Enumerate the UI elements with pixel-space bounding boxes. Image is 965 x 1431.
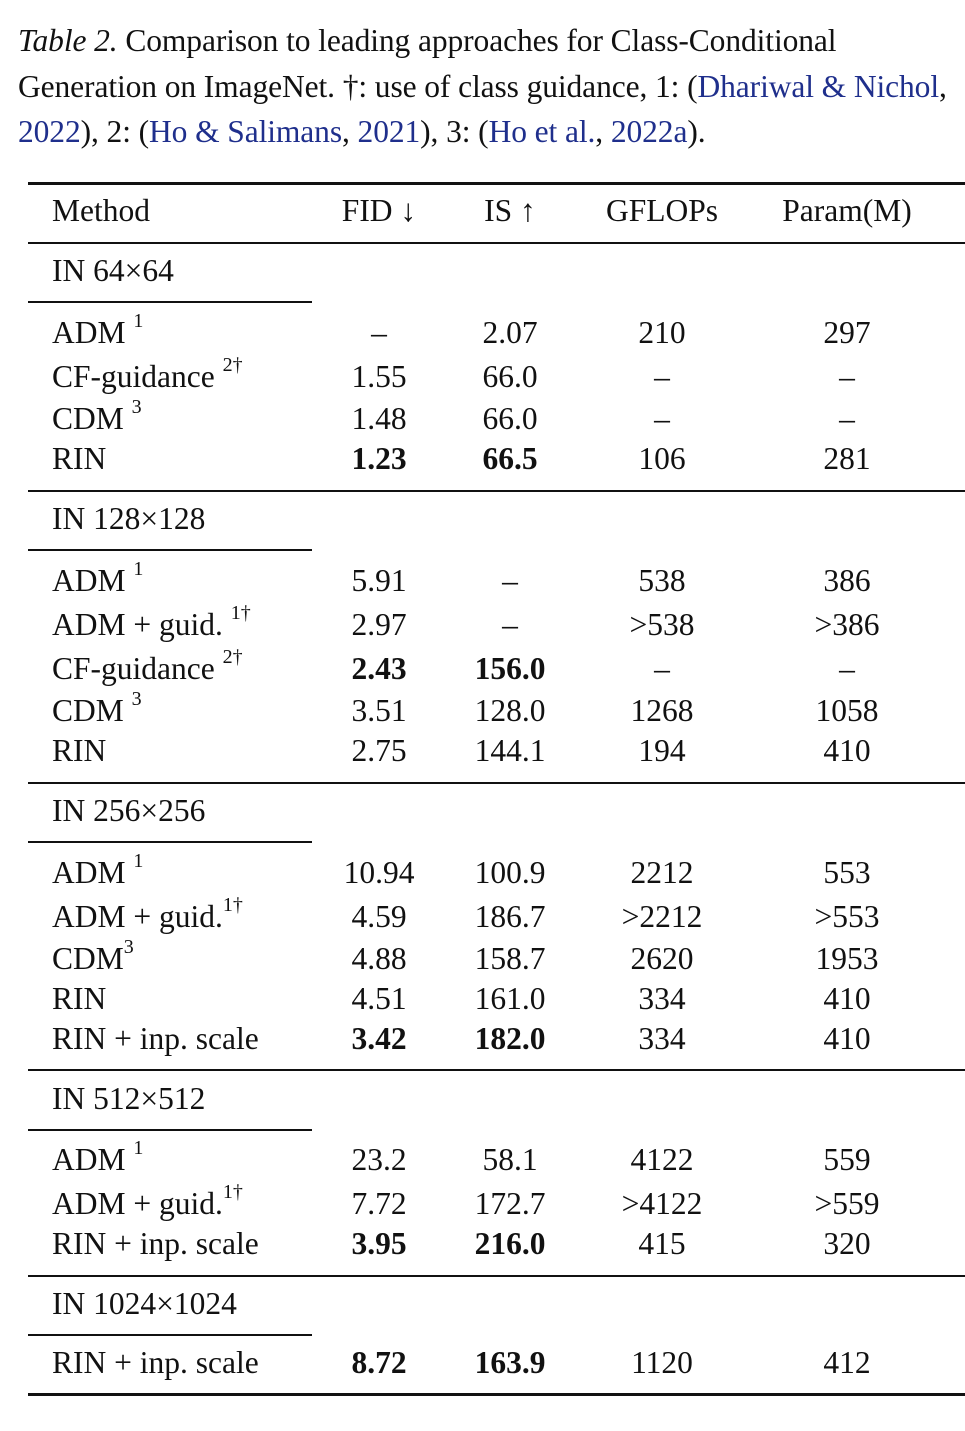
cell-fid-best: 3.42 <box>351 1021 407 1056</box>
cell-gflops: – <box>654 401 670 436</box>
column-header-method: Method <box>52 193 150 228</box>
column-header-gflops: GFLOPs <box>605 193 719 228</box>
cell-fid-best: 8.72 <box>351 1345 407 1380</box>
section-divider <box>28 782 965 784</box>
cell-gflops: 106 <box>638 441 686 476</box>
cell-is-best: 66.5 <box>482 441 538 476</box>
cell-fid: 3.51 <box>351 693 407 728</box>
citation-year-ho-salimans[interactable]: 2021 <box>357 114 421 149</box>
caption-text: ). <box>687 114 706 149</box>
cell-is-best: 156.0 <box>474 651 546 686</box>
table-row-method: RIN + inp. scale <box>52 1021 259 1056</box>
caption-sep: , <box>341 114 358 149</box>
table-caption <box>18 18 958 155</box>
cell-gflops: 2212 <box>630 855 694 890</box>
cell-gflops: 538 <box>638 563 686 598</box>
cell-is: 128.0 <box>474 693 546 728</box>
citation-year-ho-et-al[interactable]: 2022a <box>610 114 688 149</box>
cell-param: 320 <box>823 1226 871 1261</box>
section-title: IN 256×256 <box>52 793 206 828</box>
cell-gflops: 334 <box>638 981 686 1016</box>
cell-gflops: 1268 <box>630 693 694 728</box>
cell-gflops: >4122 <box>621 1186 703 1221</box>
section-rule <box>28 301 312 303</box>
caption-sep: , <box>595 114 611 149</box>
cell-fid: – <box>371 315 387 350</box>
section-rule <box>28 549 312 551</box>
section-title: IN 128×128 <box>52 501 206 536</box>
table-row-method: RIN <box>52 981 107 1016</box>
cell-is: 158.7 <box>474 941 546 976</box>
cell-param: 410 <box>823 981 871 1016</box>
cell-fid: 10.94 <box>343 855 415 890</box>
cell-is: 58.1 <box>482 1142 538 1177</box>
section-title: IN 1024×1024 <box>52 1286 237 1321</box>
table-top-rule <box>28 182 965 185</box>
table-bottom-rule <box>28 1393 965 1396</box>
section-rule <box>28 841 312 843</box>
cell-fid: 23.2 <box>351 1142 407 1177</box>
cell-gflops: – <box>654 651 670 686</box>
cell-fid: 4.88 <box>351 941 407 976</box>
cell-param: 412 <box>823 1345 871 1380</box>
cell-is-best: 216.0 <box>474 1226 546 1261</box>
cell-param: 1058 <box>815 693 879 728</box>
cell-param: – <box>839 359 855 394</box>
table-row-method: RIN + inp. scale <box>52 1345 259 1380</box>
cell-is-best: 182.0 <box>474 1021 546 1056</box>
column-header-is: IS ↑ <box>484 193 536 228</box>
caption-text: ), 3: ( <box>420 114 489 149</box>
section-divider <box>28 1275 965 1277</box>
caption-text: Comparison to leading approaches for Class-Conditional Generation on ImageNet. †: use of class guidance, 1: ( <box>18 23 837 104</box>
cell-gflops: 415 <box>638 1226 686 1261</box>
table-row-method: RIN <box>52 733 107 768</box>
cell-fid: 5.91 <box>351 563 407 598</box>
column-header-fid: FID ↓ <box>341 193 417 228</box>
cell-is: – <box>502 563 518 598</box>
cell-fid: 2.75 <box>351 733 407 768</box>
header-rule <box>28 242 965 244</box>
section-rule <box>28 1334 312 1336</box>
cell-is: 66.0 <box>482 401 538 436</box>
cell-fid: 2.97 <box>351 607 407 642</box>
cell-is: 144.1 <box>474 733 546 768</box>
cell-fid-best: 2.43 <box>351 651 407 686</box>
cell-param: 410 <box>823 733 871 768</box>
section-rule <box>28 1129 312 1131</box>
cell-fid: 1.48 <box>351 401 407 436</box>
cell-param: >386 <box>814 607 880 642</box>
cell-is: 66.0 <box>482 359 538 394</box>
cell-param: 386 <box>823 563 871 598</box>
citation-link-ho-salimans[interactable]: Ho & Salimans <box>149 114 342 149</box>
cell-param: 559 <box>823 1142 871 1177</box>
caption-sep: , <box>939 68 947 104</box>
table-row-method: ADM $^1$ <box>52 310 144 350</box>
column-header-param: Param(M) <box>782 193 912 228</box>
cell-gflops: 1120 <box>631 1345 693 1380</box>
table-row-method: CDM $^3$ <box>52 688 142 728</box>
table-row-method: ADM + guid. $^{1\dagger}$ <box>52 602 251 642</box>
cell-gflops: 2620 <box>630 941 694 976</box>
table-row-method: ADM $^1$ <box>52 1137 144 1177</box>
section-title: IN 64×64 <box>52 253 174 288</box>
cell-is: 100.9 <box>474 855 546 890</box>
cell-fid: 4.51 <box>351 981 407 1016</box>
cell-param: 297 <box>823 315 871 350</box>
cell-gflops: – <box>654 359 670 394</box>
cell-is: 186.7 <box>474 899 546 934</box>
citation-link-dhariwal[interactable]: Dhariwal & Nichol <box>697 68 939 104</box>
citation-year-dhariwal[interactable]: 2022 <box>18 114 81 149</box>
cell-fid: 1.55 <box>351 359 407 394</box>
cell-param: >559 <box>814 1186 880 1221</box>
cell-gflops: >2212 <box>621 899 703 934</box>
cell-gflops: 4122 <box>630 1142 694 1177</box>
caption-label: Table 2. <box>18 23 118 58</box>
cell-param: 281 <box>823 441 871 476</box>
cell-param: 1953 <box>815 941 879 976</box>
cell-param: – <box>839 401 855 436</box>
cell-gflops: 210 <box>638 315 686 350</box>
cell-fid: 4.59 <box>351 899 407 934</box>
cell-fid-best: 3.95 <box>351 1226 407 1261</box>
citation-link-ho-et-al[interactable]: Ho et al. <box>488 114 596 149</box>
section-divider <box>28 1069 965 1071</box>
cell-gflops: 194 <box>638 733 686 768</box>
cell-fid: 7.72 <box>351 1186 407 1221</box>
table-row-method: ADM + guid.$^{1\dagger}$ <box>52 1181 243 1221</box>
cell-param: 553 <box>823 855 871 890</box>
cell-is: 172.7 <box>474 1186 546 1221</box>
table-row-method: RIN <box>52 441 107 476</box>
caption-text: ), 2: ( <box>80 114 150 149</box>
cell-param: 410 <box>823 1021 871 1056</box>
table-row-method: ADM $^1$ <box>52 850 144 890</box>
cell-fid-best: 1.23 <box>351 441 407 476</box>
table-row-method: CDM$^3$ <box>52 936 134 976</box>
cell-is: – <box>502 607 518 642</box>
cell-is: 161.0 <box>474 981 546 1016</box>
cell-is-best: 163.9 <box>474 1345 546 1380</box>
cell-gflops: >538 <box>629 607 695 642</box>
cell-gflops: 334 <box>638 1021 686 1056</box>
section-divider <box>28 490 965 492</box>
section-title: IN 512×512 <box>52 1081 206 1116</box>
table-row-method: ADM $^1$ <box>52 558 144 598</box>
cell-param: – <box>839 651 855 686</box>
table-row-method: RIN + inp. scale <box>52 1226 259 1261</box>
table-row-method: CF-guidance $^{2\dagger}$ <box>52 354 243 394</box>
cell-param: >553 <box>814 899 880 934</box>
cell-is: 2.07 <box>482 315 538 350</box>
table-row-method: CF-guidance $^{2\dagger}$ <box>52 646 243 686</box>
table-row-method: ADM + guid.$^{1\dagger}$ <box>52 894 243 934</box>
table-row-method: CDM $^3$ <box>52 396 142 436</box>
